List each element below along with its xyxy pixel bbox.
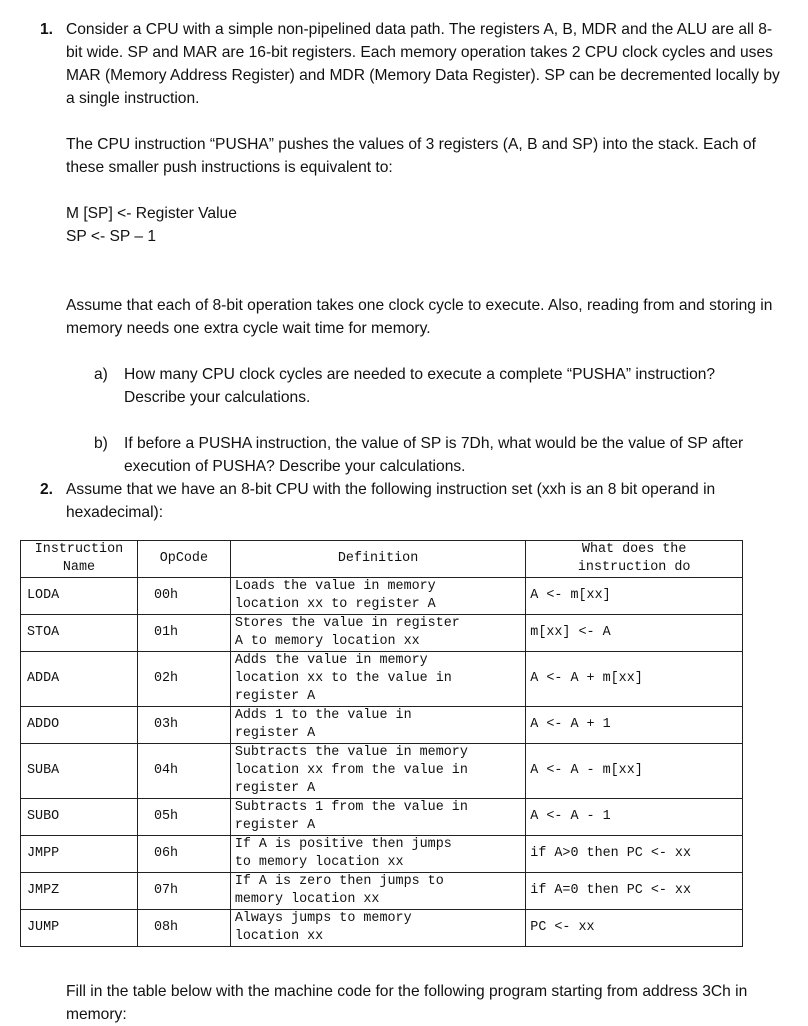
definition-cell [230, 615, 525, 652]
definition-line: location xx [234, 929, 324, 944]
action-cell: m[xx] <- A [526, 615, 743, 652]
table-row [21, 836, 743, 873]
header-what-it-does: What does the instruction do [526, 541, 743, 578]
definition-cell [230, 578, 525, 615]
definition-line: location xx to register A [234, 597, 436, 612]
table-row [21, 707, 743, 744]
definition-line: Subtracts 1 from the value in [234, 800, 468, 815]
definition-line: Stores the value in register [234, 616, 460, 631]
sub-question-b-text: If before a PUSHA instruction, the value of SP is 7Dh, what would be the value of SP after execution of PUSHA? Describe your calculations. [124, 435, 744, 475]
instruction-name-cell: SUBA [21, 744, 138, 799]
definition-line: register A [234, 689, 316, 704]
opcode-cell: 00h [137, 578, 230, 615]
definition-line: If A is positive then jumps [234, 837, 452, 852]
table-row [21, 744, 743, 799]
definition-cell [230, 707, 525, 744]
action-cell: A <- A + 1 [526, 707, 743, 744]
table-header-row [21, 541, 743, 578]
question-2-text: Assume that we have an 8-bit CPU with the following instruction set (xxh is an 8 bit operand in hexadecimal): [66, 481, 716, 521]
action-cell: if A=0 then PC <- xx [526, 873, 743, 910]
definition-line: register A [234, 781, 316, 796]
definition-line: memory location xx [234, 892, 380, 907]
sub-question-a-text: How many CPU clock cycles are needed to execute a complete “PUSHA” instruction? Describe your calculations. [124, 366, 716, 406]
opcode-cell: 04h [137, 744, 230, 799]
table-row [21, 615, 743, 652]
definition-cell [230, 799, 525, 836]
opcode-cell: 02h [137, 652, 230, 707]
question-2-number: 2. [40, 481, 54, 498]
definition-cell [230, 910, 525, 947]
definition-line: Adds 1 to the value in [234, 708, 412, 723]
question-1 [40, 18, 780, 478]
opcode-cell: 08h [137, 910, 230, 947]
definition-line: to memory location xx [234, 855, 404, 870]
fill-in-instruction: Fill in the table below with the machine code for the following program starting from address 3Ch in memory: [66, 982, 748, 1023]
definition-line: If A is zero then jumps to [234, 874, 444, 889]
sub-question-b [94, 432, 780, 478]
definition-line: Loads the value in memory [234, 579, 436, 594]
table-body [21, 578, 743, 947]
action-cell: PC <- xx [526, 910, 743, 947]
definition-line: Adds the value in memory [234, 653, 428, 668]
header-instruction-name: Instruction Name [21, 541, 138, 578]
opcode-cell: 03h [137, 707, 230, 744]
sub-question-a-label: a) [94, 366, 108, 383]
instruction-name-cell: JUMP [21, 910, 138, 947]
definition-line: location xx from the value in [234, 763, 468, 778]
question-1-intro: Consider a CPU with a simple non-pipelined data path. The registers A, B, MDR and the ALU are all 8-bit wide. SP and MAR are 16-bit registers. Each memory operation takes 2 CPU clock cycles and uses MAR (Memory Address Register) and MDR (Memory Data Register). SP can be decremented locally by a single instruction. [66, 21, 780, 107]
action-cell: if A>0 then PC <- xx [526, 836, 743, 873]
question-2 [40, 478, 780, 524]
question-1-pusha-text: The CPU instruction “PUSHA” pushes the values of 3 registers (A, B and SP) into the stack. Each of these smaller push instructions is equivalent to: [66, 136, 756, 176]
instruction-set-table [20, 540, 743, 947]
instruction-name-cell: SUBO [21, 799, 138, 836]
sub-question-b-label: b) [94, 435, 108, 452]
definition-cell [230, 836, 525, 873]
question-1-assumption: Assume that each of 8-bit operation takes one clock cycle to execute. Also, reading from and storing in memory needs one extra cycle wait time for memory. [66, 297, 773, 337]
definition-line: location xx to the value in [234, 671, 452, 686]
instruction-name-cell: LODA [21, 578, 138, 615]
instruction-name-cell: JMPZ [21, 873, 138, 910]
opcode-cell: 05h [137, 799, 230, 836]
table-row [21, 873, 743, 910]
table-row [21, 799, 743, 836]
table-row [21, 578, 743, 615]
definition-cell [230, 744, 525, 799]
header-definition: Definition [230, 541, 525, 578]
action-cell: A <- A - 1 [526, 799, 743, 836]
code-line-1: M [SP] <- Register Value [66, 205, 237, 222]
question-1-number: 1. [40, 21, 54, 38]
definition-line: register A [234, 818, 316, 833]
action-cell: A <- m[xx] [526, 578, 743, 615]
opcode-cell: 07h [137, 873, 230, 910]
definition-line: Subtracts the value in memory [234, 745, 468, 760]
instruction-name-cell: ADDO [21, 707, 138, 744]
table-row [21, 652, 743, 707]
definition-line: Always jumps to memory [234, 911, 412, 926]
definition-cell [230, 873, 525, 910]
instruction-name-cell: STOA [21, 615, 138, 652]
instruction-name-cell: ADDA [21, 652, 138, 707]
definition-line: register A [234, 726, 316, 741]
code-line-2: SP <- SP – 1 [66, 228, 157, 245]
action-cell: A <- A + m[xx] [526, 652, 743, 707]
sub-question-a [94, 363, 780, 409]
table-row [21, 910, 743, 947]
definition-cell [230, 652, 525, 707]
header-opcode: OpCode [137, 541, 230, 578]
instruction-name-cell: JMPP [21, 836, 138, 873]
opcode-cell: 01h [137, 615, 230, 652]
definition-line: A to memory location xx [234, 634, 420, 649]
opcode-cell: 06h [137, 836, 230, 873]
action-cell: A <- A - m[xx] [526, 744, 743, 799]
